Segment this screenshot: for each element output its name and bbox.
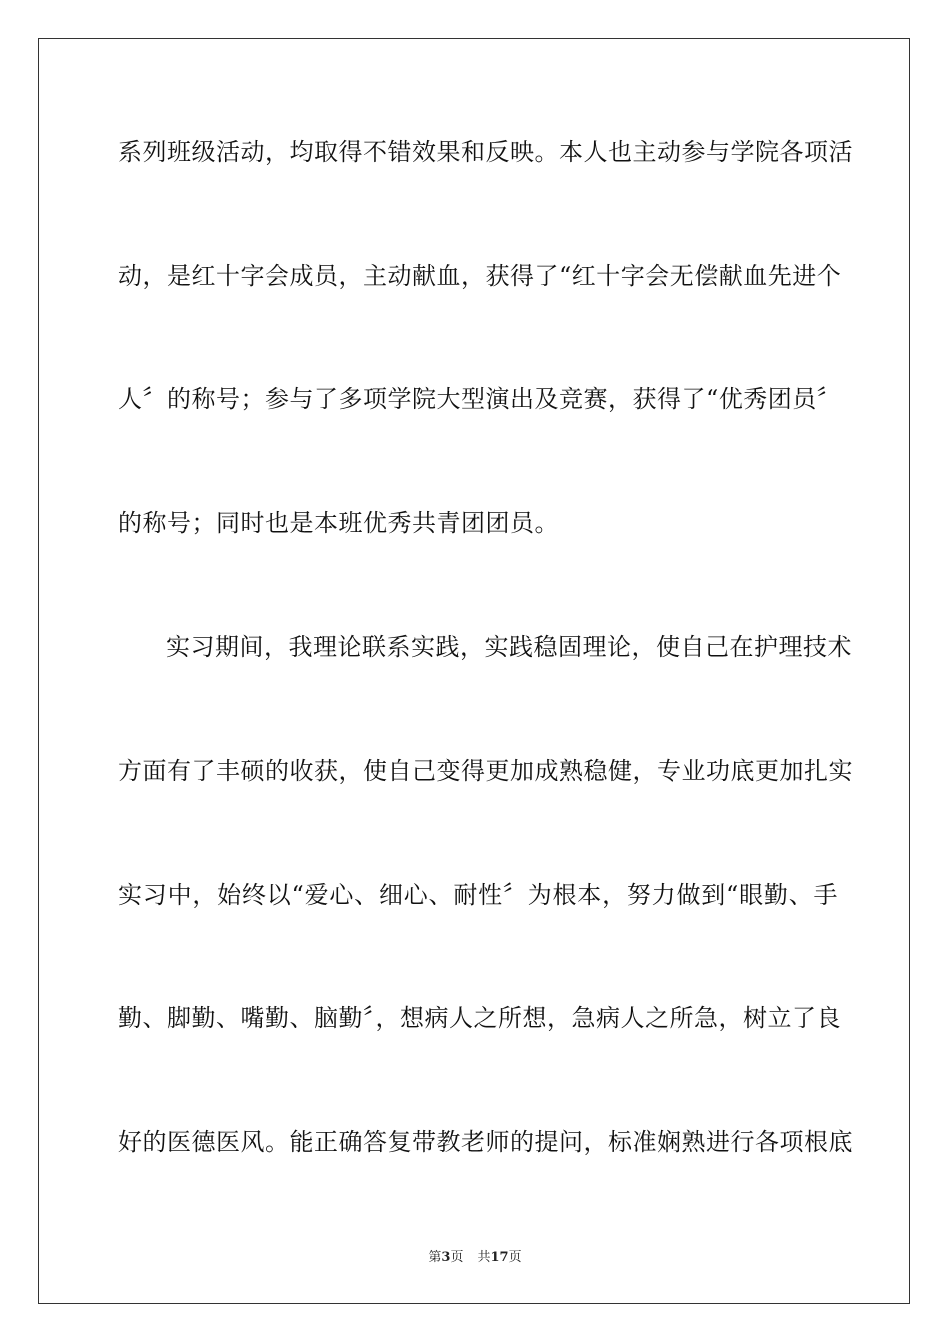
text-line-1: 系列班级活动，均取得不错效果和反映。本人也主动参与学院各项活 (118, 138, 853, 166)
text-line-3: 人〞的称号；参与了多项学院大型演出及竞赛，获得了“优秀团员〞 (118, 385, 842, 413)
page-border (38, 38, 910, 1304)
text-line-5: 实习期间，我理论联系实践，实践稳固理论，使自己在护理技术 (166, 633, 852, 661)
footer-page-prefix: 第 (428, 1250, 442, 1265)
footer-total-prefix: 共 (477, 1250, 491, 1265)
text-line-7: 实习中，始终以“爱心、细心、耐性〞为根本，努力做到“眼勤、手 (118, 881, 838, 909)
text-line-6: 方面有了丰硕的收获，使自己变得更加成熟稳健，专业功底更加扎实 (118, 757, 853, 785)
text-line-4: 的称号；同时也是本班优秀共青团团员。 (118, 509, 559, 537)
footer-total-pages: 17 (490, 1250, 509, 1265)
footer-total-suffix: 页 (508, 1250, 522, 1265)
text-line-2: 动，是红十字会成员，主动献血，获得了“红十字会无偿献血先进个 (118, 262, 842, 290)
footer-page-number: 3 (441, 1250, 451, 1265)
text-line-9: 好的医德医风。能正确答复带教老师的提问，标准娴熟进行各项根底 (118, 1128, 853, 1156)
page-footer (0, 1246, 950, 1265)
text-line-8: 勤、脚勤、嘴勤、脑勤〞，想病人之所想，急病人之所急，树立了良 (118, 1004, 841, 1032)
footer-page-suffix: 页 (450, 1250, 464, 1265)
